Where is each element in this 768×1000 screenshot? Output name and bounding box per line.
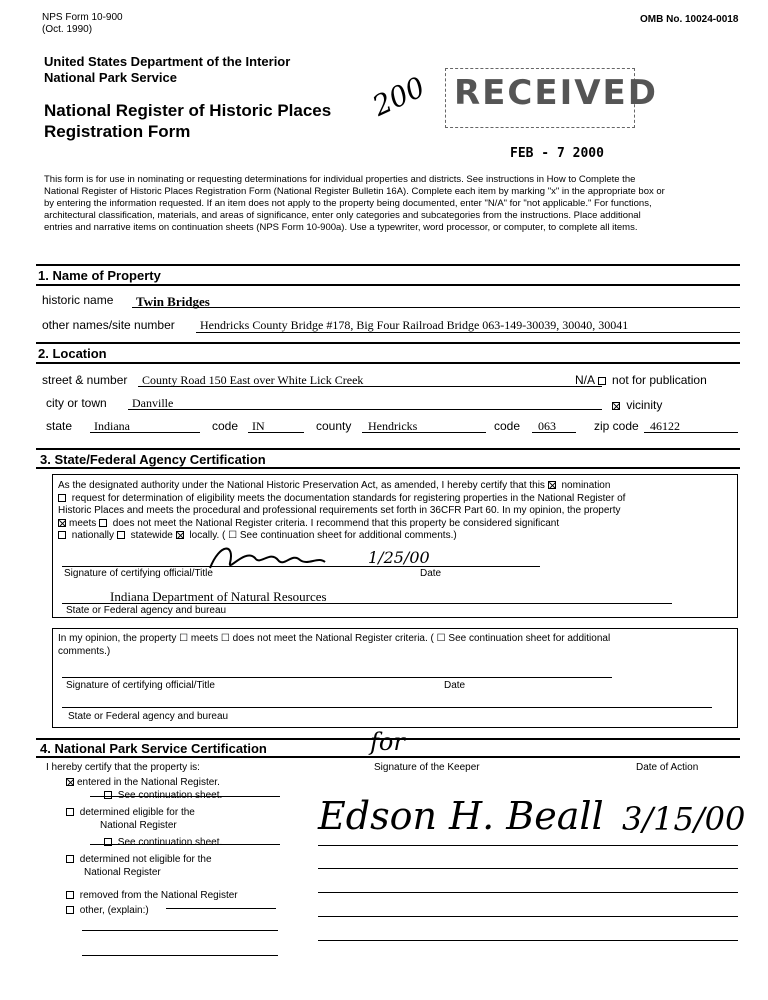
historic-name-value[interactable]: Twin Bridges xyxy=(136,294,210,309)
vicinity-checkbox[interactable] xyxy=(612,402,620,410)
received-stamp xyxy=(445,68,658,128)
state-certification-text xyxy=(58,480,734,543)
agency-name: National Park Service xyxy=(44,70,177,85)
removed-checkbox[interactable] xyxy=(66,891,74,899)
divider xyxy=(36,448,740,450)
nationally-checkbox[interactable] xyxy=(58,531,66,539)
section-2-heading: 2. Location xyxy=(38,346,107,361)
nps-options xyxy=(66,776,238,917)
cert-text: request for determination of eligibility meets the documentation standards for registering properties in the National Register of xyxy=(71,492,626,504)
intro-line: This form is for use in nominating or requesting determinations for individual properties and districts. See instructions in How to Complete the xyxy=(44,174,636,185)
omb-number: OMB No. 10024-0018 xyxy=(640,14,739,25)
intro-line: by entering the information requested. If an item does not apply to the property being documented, enter "N/A" for "not applicable." For functions, xyxy=(44,198,652,209)
zip-value[interactable]: 46122 xyxy=(650,419,680,433)
cert-date-handwritten: 1/25/00 xyxy=(368,548,430,567)
not-eligible-label: determined not eligible for the xyxy=(79,854,212,865)
section-3-heading: 3. State/Federal Agency Certification xyxy=(40,452,266,467)
line xyxy=(90,796,280,797)
title-line-2: Registration Form xyxy=(44,122,191,141)
statewide-checkbox[interactable] xyxy=(117,531,125,539)
agency-label-2: State or Federal agency and bureau xyxy=(68,711,229,722)
not-for-publication-label: not for publication xyxy=(612,373,707,387)
keeper-signature: Edson H. Beall xyxy=(318,794,604,838)
divider xyxy=(36,362,740,364)
state-code-value[interactable]: IN xyxy=(252,419,265,433)
vicinity-field xyxy=(612,398,662,412)
keeper-line xyxy=(318,916,738,917)
intro-paragraph xyxy=(44,174,734,234)
intro-line: architectural classification, materials, and areas of significance, enter only categories and subcategories from the instructions. Place additional xyxy=(44,210,641,221)
signature-line-2 xyxy=(62,677,612,678)
form-number-block xyxy=(42,12,123,36)
other-label: other, (explain:) xyxy=(79,905,149,916)
see-continuation-label-2: See continuation sheet. xyxy=(117,837,223,848)
not-eligible-checkbox[interactable] xyxy=(66,855,74,863)
not-eligible-label-2: National Register xyxy=(84,867,161,878)
keeper-line xyxy=(318,940,738,941)
na-value: N/A xyxy=(575,373,595,387)
line xyxy=(90,844,280,845)
cert-text: Historic Places and meets the procedural and professional requirements set forth in 36CFR Part 60. In my opinion, the property xyxy=(58,505,621,516)
keeper-line xyxy=(318,892,738,893)
nomination-checkbox[interactable] xyxy=(548,481,556,489)
street-label: street & number xyxy=(42,373,128,387)
county-label: county xyxy=(316,419,352,433)
line xyxy=(82,955,278,956)
city-line xyxy=(128,409,602,410)
zip-label: zip code xyxy=(594,419,639,433)
statewide-label: statewide xyxy=(130,530,173,541)
county-value[interactable]: Hendricks xyxy=(368,419,418,433)
page-title xyxy=(44,100,331,142)
state-label: state xyxy=(46,419,73,433)
entered-checkbox[interactable] xyxy=(66,778,74,786)
agency-label: State or Federal agency and bureau xyxy=(66,605,227,616)
intro-line: entries and narrative items on continuation sheets (NPS Form 10-900a). Use a typewriter, word processor, or computer, to complete all items. xyxy=(44,222,638,233)
department-name: United States Department of the Interior xyxy=(44,54,291,69)
other-explain-line xyxy=(166,908,276,909)
keeper-signature-label: Signature of the Keeper xyxy=(374,762,480,773)
divider xyxy=(36,756,740,758)
cert-text: As the designated authority under the National Historic Preservation Act, as amended, I hereby certify that this xyxy=(58,480,545,491)
department-block xyxy=(44,54,290,86)
city-value[interactable]: Danville xyxy=(132,396,174,410)
divider xyxy=(36,264,740,266)
other-checkbox[interactable] xyxy=(66,906,74,914)
eligible-checkbox[interactable] xyxy=(66,808,74,816)
agency-line-2 xyxy=(62,707,712,708)
line xyxy=(82,930,278,931)
certify-intro: I hereby certify that the property is: xyxy=(46,762,200,773)
agency-value[interactable]: Indiana Department of Natural Resources xyxy=(110,589,327,604)
historic-name-label: historic name xyxy=(42,293,114,307)
vicinity-label: vicinity xyxy=(626,398,663,412)
keeper-line xyxy=(318,868,738,869)
opinion-line: In my opinion, the property ☐ meets ☐ does not meet the National Register criteria. ( ☐ See continuation sheet for additional xyxy=(58,633,611,644)
not-for-publication-checkbox[interactable] xyxy=(598,377,606,385)
state-code-label: code xyxy=(212,419,239,433)
opinion-line: comments.) xyxy=(58,645,111,657)
continuation-note: ( ☐ See continuation sheet for additional comments.) xyxy=(222,530,457,541)
date-label-2: Date xyxy=(444,680,466,691)
handwritten-number: 200 xyxy=(367,70,430,123)
stamp-date: FEB - 7 2000 xyxy=(510,146,604,161)
section-1-heading: 1. Name of Property xyxy=(38,268,161,283)
eligibility-request-checkbox[interactable] xyxy=(58,494,66,502)
entered-label: entered in the National Register. xyxy=(77,777,220,788)
eligible-label: determined eligible for the xyxy=(79,807,195,818)
county-code-value[interactable]: 063 xyxy=(538,419,556,433)
street-value[interactable]: County Road 150 East over White Lick Creek xyxy=(142,373,364,387)
divider xyxy=(36,284,740,286)
nationally-label: nationally xyxy=(71,530,115,541)
date-label: Date xyxy=(420,568,442,579)
signature-label-2: Signature of certifying official/Title xyxy=(66,680,215,691)
signature-line xyxy=(62,566,540,567)
other-names-value[interactable]: Hendricks County Bridge #178, Big Four Railroad Bridge 063-149-30039, 30040, 30041 xyxy=(200,318,629,332)
eligible-label-2: National Register xyxy=(100,820,177,831)
agency-line xyxy=(62,603,672,604)
intro-line: National Register of Historic Places Registration Form (National Register Bulletin 16A). Complete each item by marking "x" in the appropriate box or xyxy=(44,186,665,197)
divider xyxy=(36,467,740,469)
title-line-1: National Register of Historic Places xyxy=(44,101,332,120)
city-label: city or town xyxy=(46,396,107,410)
see-continuation-label: See continuation sheet. xyxy=(117,790,223,801)
certifying-signature xyxy=(200,538,340,578)
opinion-text xyxy=(58,633,610,658)
see-continuation-checkbox-2[interactable] xyxy=(104,838,112,846)
state-value[interactable]: Indiana xyxy=(94,419,130,433)
removed-label: removed from the National Register xyxy=(79,890,238,901)
divider xyxy=(36,342,740,344)
stamp-text: RECEIVED xyxy=(454,73,658,113)
county-code-label: code xyxy=(494,419,521,433)
historic-name-line xyxy=(132,307,740,308)
for-note: for xyxy=(370,728,405,756)
action-date-handwritten: 3/15/00 xyxy=(622,800,746,838)
na-text xyxy=(575,373,707,387)
does-not-meet-label: does not meet the National Register criteria. I recommend that this property be considered significant xyxy=(112,517,560,529)
keeper-line xyxy=(318,845,738,846)
form-number: NPS Form 10-900 xyxy=(42,12,123,23)
locally-label: locally. xyxy=(189,530,220,541)
meets-label: meets xyxy=(69,517,97,529)
date-of-action-label: Date of Action xyxy=(636,762,699,773)
does-not-meet-checkbox[interactable] xyxy=(99,519,107,527)
nomination-label: nomination xyxy=(561,480,611,491)
form-date: (Oct. 1990) xyxy=(42,24,93,35)
signature-label: Signature of certifying official/Title xyxy=(64,568,213,579)
meets-checkbox[interactable] xyxy=(58,519,66,527)
locally-checkbox[interactable] xyxy=(176,531,184,539)
section-4-heading: 4. National Park Service Certification xyxy=(40,741,267,756)
other-names-label: other names/site number xyxy=(42,318,175,332)
